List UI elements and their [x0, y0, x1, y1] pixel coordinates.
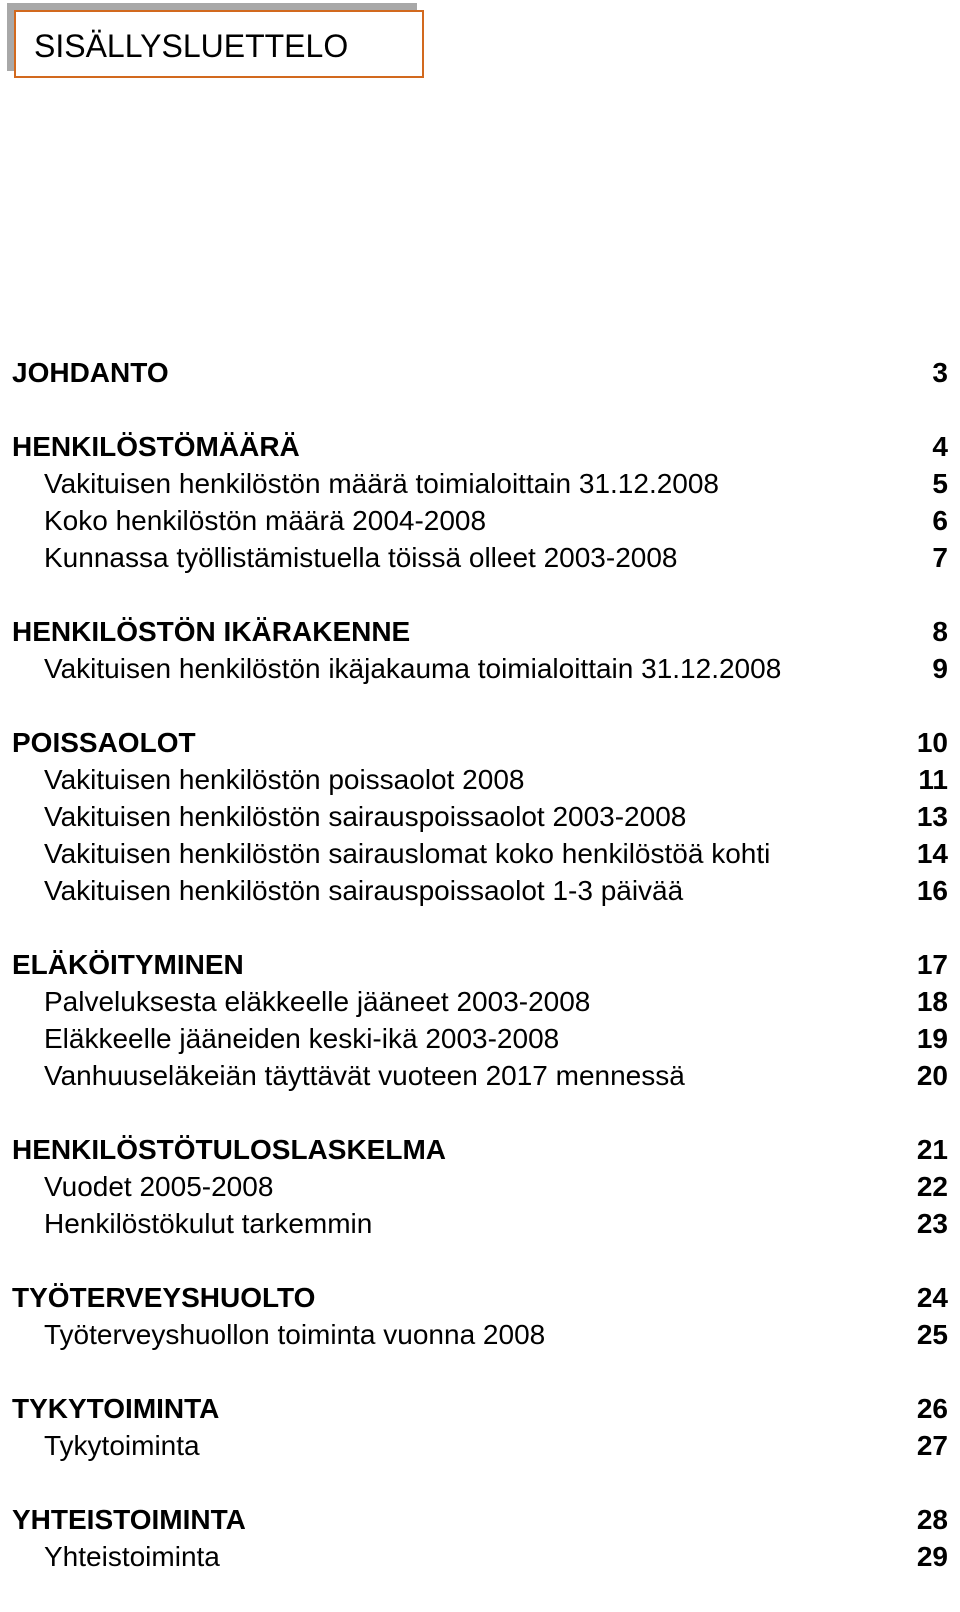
toc-entry-label: Työterveyshuollon toiminta vuonna 2008 — [44, 1319, 546, 1350]
toc-heading-row[interactable] — [12, 1390, 948, 1427]
toc-entry-label: Vakituisen henkilöstön sairauslomat koko henkilöstöä kohti — [44, 838, 771, 869]
toc-heading-label: POISSAOLOT — [12, 727, 196, 758]
toc-entry-label: Vuodet 2005-2008 — [44, 1171, 274, 1202]
toc-page-number: 3 — [932, 357, 948, 388]
toc-page-number: 9 — [932, 653, 948, 684]
toc-section — [12, 946, 948, 1094]
toc-page-number: 5 — [932, 468, 948, 499]
toc-heading-label: YHTEISTOIMINTA — [12, 1504, 246, 1535]
toc-page-number: 20 — [916, 1060, 948, 1091]
toc-entry-row[interactable] — [12, 465, 948, 502]
toc-heading-label: HENKILÖSTÖMÄÄRÄ — [12, 431, 300, 462]
toc-heading-row[interactable] — [12, 613, 948, 650]
toc-heading-row[interactable] — [12, 1501, 948, 1538]
toc-entry-label: Vakituisen henkilöstön sairauspoissaolot 2003-2008 — [44, 801, 687, 832]
toc-page-number: 10 — [916, 727, 948, 758]
toc-entry-label: Henkilöstökulut tarkemmin — [44, 1208, 373, 1239]
toc-section — [12, 1390, 948, 1464]
toc-page-number: 22 — [916, 1171, 948, 1202]
toc-heading-label: HENKILÖSTÖTULOSLASKELMA — [12, 1134, 446, 1165]
toc-heading-row[interactable] — [12, 946, 948, 983]
toc-page-number: 18 — [916, 986, 948, 1017]
toc-section — [12, 724, 948, 909]
toc-heading-label: TYÖTERVEYSHUOLTO — [12, 1282, 316, 1313]
toc-page-number: 24 — [916, 1282, 948, 1313]
toc-page-number: 13 — [916, 801, 948, 832]
table-of-contents — [12, 354, 948, 1612]
toc-page-number: 27 — [916, 1430, 948, 1461]
toc-page-number: 14 — [916, 838, 948, 869]
toc-section — [12, 354, 948, 391]
toc-entry-label: Vakituisen henkilöstön ikäjakauma toimialoittain 31.12.2008 — [44, 653, 782, 684]
toc-section — [12, 428, 948, 576]
toc-page-number: 28 — [916, 1504, 948, 1535]
toc-entry-label: Koko henkilöstön määrä 2004-2008 — [44, 505, 487, 536]
toc-page-number: 6 — [932, 505, 948, 536]
toc-entry-row[interactable] — [12, 1427, 948, 1464]
toc-entry-row[interactable] — [12, 1020, 948, 1057]
title-box — [14, 10, 424, 78]
toc-heading-row[interactable] — [12, 1131, 948, 1168]
toc-entry-row[interactable] — [12, 1316, 948, 1353]
toc-heading-row[interactable] — [12, 724, 948, 761]
toc-entry-label: Tykytoiminta — [44, 1430, 200, 1461]
toc-entry-label: Palveluksesta eläkkeelle jääneet 2003-2008 — [44, 986, 591, 1017]
toc-section — [12, 1501, 948, 1575]
toc-entry-row[interactable] — [12, 983, 948, 1020]
toc-heading-row[interactable] — [12, 1279, 948, 1316]
toc-page-number: 25 — [916, 1319, 948, 1350]
toc-entry-label: Vakituisen henkilöstön sairauspoissaolot 1-3 päivää — [44, 875, 684, 906]
toc-entry-row[interactable] — [12, 835, 948, 872]
toc-page-number: 26 — [916, 1393, 948, 1424]
toc-entry-label: Yhteistoiminta — [44, 1541, 220, 1572]
toc-page-number: 16 — [916, 875, 948, 906]
toc-page-number: 29 — [916, 1541, 948, 1572]
toc-entry-label: Eläkkeelle jääneiden keski-ikä 2003-2008 — [44, 1023, 560, 1054]
toc-entry-label: Vakituisen henkilöstön poissaolot 2008 — [44, 764, 525, 795]
toc-page-number: 17 — [916, 949, 948, 980]
toc-entry-row[interactable] — [12, 1168, 948, 1205]
page-title: SISÄLLYSLUETTELO — [34, 28, 349, 64]
toc-section — [12, 1131, 948, 1242]
toc-entry-row[interactable] — [12, 1205, 948, 1242]
toc-page-number: 21 — [916, 1134, 948, 1165]
toc-entry-row[interactable] — [12, 539, 948, 576]
toc-entry-row[interactable] — [12, 761, 948, 798]
toc-heading-label: ELÄKÖITYMINEN — [12, 949, 244, 980]
toc-section — [12, 1279, 948, 1353]
toc-page-number: 23 — [916, 1208, 948, 1239]
toc-heading-row[interactable] — [12, 354, 948, 391]
toc-page-number: 19 — [916, 1023, 948, 1054]
toc-heading-row[interactable] — [12, 428, 948, 465]
toc-heading-label: HENKILÖSTÖN IKÄRAKENNE — [12, 616, 411, 647]
toc-heading-label: TYKYTOIMINTA — [12, 1393, 220, 1424]
toc-page-number: 8 — [932, 616, 948, 647]
toc-entry-label: Vakituisen henkilöstön määrä toimialoittain 31.12.2008 — [44, 468, 720, 499]
toc-entry-row[interactable] — [12, 798, 948, 835]
toc-section — [12, 613, 948, 687]
toc-entry-label: Kunnassa työllistämistuella töissä olleet 2003-2008 — [44, 542, 678, 573]
toc-entry-row[interactable] — [12, 502, 948, 539]
toc-entry-row[interactable] — [12, 1538, 948, 1575]
toc-entry-row[interactable] — [12, 872, 948, 909]
toc-heading-label: JOHDANTO — [12, 357, 169, 388]
toc-page-number: 4 — [932, 431, 948, 462]
toc-entry-row[interactable] — [12, 650, 948, 687]
toc-page-number: 7 — [932, 542, 948, 573]
toc-page-number: 11 — [918, 764, 948, 795]
toc-entry-label: Vanhuuseläkeiän täyttävät vuoteen 2017 mennessä — [44, 1060, 685, 1091]
toc-entry-row[interactable] — [12, 1057, 948, 1094]
